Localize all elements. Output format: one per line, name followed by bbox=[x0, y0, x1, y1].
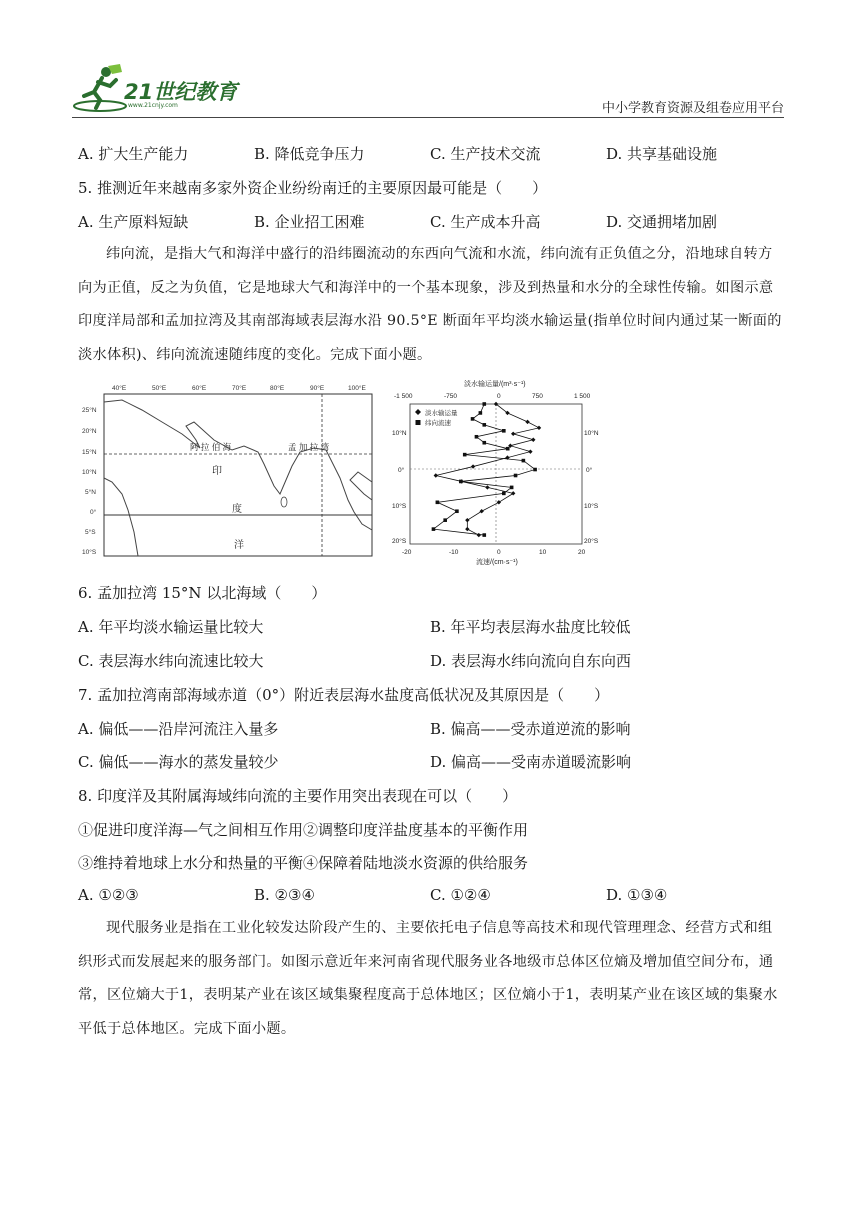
q8-stem: 8. 印度洋及其附属海域纬向流的主要作用突出表现在可以（ ） bbox=[78, 787, 518, 805]
freshwater-transport-point bbox=[537, 426, 541, 430]
map-lon-label: 90°E bbox=[310, 385, 325, 392]
q4-option-d: D. 共享基础设施 bbox=[606, 145, 718, 163]
legend-label: 淡水输运量 bbox=[425, 410, 458, 417]
passage-modern-services-text: 现代服务业是指在工业化较发达阶段产生的、主要依托电子信息等高技术和现代管理理念、经营方式和组织形式而发展起来的服务部门。如图示意近年来河南省现代服务业各地级市总体区位熵及增加值空间分布，通常，区位熵大于1，表明某产业在该区域集聚程度高于总体地区；区位熵小于1，表明某产业在该区域的集聚水平低于总体地区。完成下面小题。 bbox=[78, 920, 778, 1037]
freshwater-transport-point bbox=[477, 533, 481, 537]
lat-tick-right: 20°S bbox=[584, 538, 599, 545]
zonal-velocity-point bbox=[482, 533, 486, 537]
map-lat-label: 20°N bbox=[82, 428, 97, 435]
zonal-velocity-point bbox=[432, 527, 436, 531]
map-label-bay-of-bengal: 孟 加 拉 湾 bbox=[288, 442, 330, 452]
freshwater-zonal-flow-chart bbox=[392, 376, 610, 566]
zonal-velocity-point bbox=[482, 441, 486, 445]
top-tick: 0 bbox=[497, 393, 501, 400]
freshwater-transport-point bbox=[531, 438, 535, 442]
map-lon-label: 50°E bbox=[152, 385, 167, 392]
q6-option-a: A. 年平均淡水输运量比较大 bbox=[78, 618, 264, 636]
q8-items-2: ③维持着地球上水分和热量的平衡④保障着陆地淡水资源的供给服务 bbox=[78, 854, 529, 872]
freshwater-transport-point bbox=[525, 420, 529, 424]
logo-url: www.21cnjy.com bbox=[128, 102, 178, 109]
lat-tick-right: 10°S bbox=[584, 503, 599, 510]
q8-option-a: A. ①②③ bbox=[78, 886, 139, 904]
q5-option-d: D. 交通拥堵加剧 bbox=[606, 213, 718, 231]
q5-option-c: C. 生产成本升高 bbox=[430, 213, 541, 231]
map-lon-label: 80°E bbox=[270, 385, 285, 392]
q8-option-b: B. ②③④ bbox=[254, 886, 315, 904]
q6-stem: 6. 孟加拉湾 15°N 以北海域（ ） bbox=[78, 584, 327, 602]
map-label-arabian-sea: 阿 拉 伯 海 bbox=[190, 442, 232, 452]
map-label-du: 度 bbox=[232, 504, 242, 515]
q5-option-a: A. 生产原料短缺 bbox=[78, 213, 189, 231]
bottom-tick: -20 bbox=[402, 549, 412, 556]
map-lat-label: 0° bbox=[90, 509, 97, 516]
freshwater-transport-point bbox=[497, 500, 501, 504]
zonal-velocity-point bbox=[506, 447, 510, 451]
logo-text: 21世纪教育 bbox=[124, 80, 238, 104]
lat-tick-left: 10°N bbox=[392, 430, 407, 437]
zonal-velocity-point bbox=[482, 423, 486, 427]
q8-option-d: D. ①③④ bbox=[606, 886, 668, 904]
zonal-velocity-point bbox=[471, 417, 475, 421]
freshwater-transport-point bbox=[471, 464, 475, 468]
q6-option-d: D. 表层海水纬向流向自东向西 bbox=[430, 652, 632, 670]
indian-ocean-map bbox=[82, 382, 382, 562]
lat-tick-right: 0° bbox=[586, 467, 593, 474]
bottom-tick: -10 bbox=[449, 549, 459, 556]
q7-option-a: A. 偏低——沿岸河流注入量多 bbox=[78, 720, 279, 738]
zonal-velocity-point bbox=[514, 474, 518, 478]
lat-tick-left: 20°S bbox=[392, 538, 407, 545]
map-lat-label: 10°N bbox=[82, 469, 97, 476]
map-lat-label: 5°S bbox=[85, 529, 96, 536]
passage-zonal-flow-text: 纬向流，是指大气和海洋中盛行的沿纬圈流动的东西向气流和水流，纬向流有正负值之分，沿地球自转方向为正值，反之为负值，它是地球大气和海洋中的一个基本现象，涉及到热量和水分的全球性传输。如图示意印度洋局部和孟加拉湾及其南部海域表层海水沿 90.5°E 断面年平均淡水输运量(指单位时间内通过某一断面的淡水体积)、纬向流流速随纬度的变化。完成下面小题。 bbox=[78, 246, 782, 363]
map-label-yang: 洋 bbox=[234, 540, 244, 551]
zonal-velocity-point bbox=[482, 402, 486, 406]
map-lat-label: 5°N bbox=[85, 489, 96, 496]
bottom-axis-title: 流速/(cm·s⁻¹) bbox=[476, 559, 518, 566]
q7-option-c: C. 偏低——海水的蒸发量较少 bbox=[78, 753, 279, 771]
q4-option-c: C. 生产技术交流 bbox=[430, 145, 541, 163]
zonal-velocity-point bbox=[459, 480, 463, 484]
legend-diamond-marker bbox=[415, 409, 421, 415]
q6-option-b: B. 年平均表层海水盐度比较低 bbox=[430, 618, 631, 636]
top-tick: -1 500 bbox=[394, 393, 413, 400]
legend-square-marker bbox=[416, 420, 421, 425]
map-label-yin: 印 bbox=[212, 466, 222, 477]
passage-modern-services bbox=[78, 912, 784, 1046]
freshwater-transport-point bbox=[511, 432, 515, 436]
freshwater-transport-point bbox=[465, 527, 469, 531]
freshwater-transport-point bbox=[528, 449, 532, 453]
header-divider bbox=[72, 117, 784, 118]
q4-option-a: A. 扩大生产能力 bbox=[78, 145, 189, 163]
map-lat-label: 15°N bbox=[82, 449, 97, 456]
map-lat-label: 10°S bbox=[82, 549, 97, 556]
q8-option-c: C. ①②④ bbox=[430, 886, 491, 904]
zonal-velocity-point bbox=[436, 500, 440, 504]
logo bbox=[72, 62, 242, 114]
map-lon-label: 100°E bbox=[348, 385, 366, 392]
freshwater-transport-point bbox=[434, 473, 438, 477]
zonal-velocity-point bbox=[533, 468, 537, 472]
q8-items-1: ①促进印度洋海—气之间相互作用②调整印度洋盐度基本的平衡作用 bbox=[78, 821, 529, 839]
zonal-velocity-point bbox=[475, 435, 479, 439]
zonal-velocity-point bbox=[502, 429, 506, 433]
freshwater-transport-point bbox=[465, 518, 469, 522]
zonal-velocity-point bbox=[463, 453, 467, 457]
top-tick: -750 bbox=[444, 393, 458, 400]
map-lon-label: 40°E bbox=[112, 385, 127, 392]
bottom-tick: 20 bbox=[578, 549, 586, 556]
page-header bbox=[72, 62, 784, 118]
q5-option-b: B. 企业招工困难 bbox=[254, 213, 365, 231]
top-tick: 750 bbox=[532, 393, 543, 400]
freshwater-transport-point bbox=[511, 491, 515, 495]
lat-tick-right: 10°N bbox=[584, 430, 599, 437]
zonal-velocity-point bbox=[510, 486, 514, 490]
platform-title: 中小学教育资源及组卷应用平台 bbox=[601, 101, 784, 116]
zonal-velocity-point bbox=[455, 509, 459, 513]
zonal-velocity-point bbox=[443, 518, 447, 522]
lat-tick-left: 10°S bbox=[392, 503, 407, 510]
bottom-tick: 10 bbox=[539, 549, 547, 556]
passage-zonal-flow bbox=[78, 238, 784, 372]
freshwater-transport-point bbox=[479, 509, 483, 513]
q5-stem: 5. 推测近年来越南多家外资企业纷纷南迁的主要原因最可能是（ ） bbox=[78, 179, 548, 197]
zonal-velocity-point bbox=[522, 459, 526, 463]
legend bbox=[415, 408, 458, 427]
q7-option-d: D. 偏高——受南赤道暖流影响 bbox=[430, 753, 632, 771]
legend-label: 纬向流速 bbox=[425, 420, 451, 427]
freshwater-transport-point bbox=[485, 485, 489, 489]
q4-option-b: B. 降低竞争压力 bbox=[254, 145, 365, 163]
lat-tick-left: 0° bbox=[398, 467, 405, 474]
zonal-velocity-point bbox=[502, 492, 506, 496]
bottom-tick: 0 bbox=[497, 549, 501, 556]
map-lon-label: 60°E bbox=[192, 385, 207, 392]
q7-stem: 7. 孟加拉湾南部海域赤道（0°）附近表层海水盐度高低状况及其原因是（ ） bbox=[78, 686, 610, 704]
q6-option-c: C. 表层海水纬向流速比较大 bbox=[78, 652, 264, 670]
q7-option-b: B. 偏高——受赤道逆流的影响 bbox=[430, 720, 631, 738]
top-axis-title: 淡水输运量/(m³·s⁻¹) bbox=[464, 381, 526, 388]
map-lat-label: 25°N bbox=[82, 407, 97, 414]
map-lon-label: 70°E bbox=[232, 385, 247, 392]
zonal-velocity-point bbox=[479, 411, 483, 415]
top-tick: 1 500 bbox=[574, 393, 591, 400]
runner-logo-icon bbox=[72, 62, 128, 114]
